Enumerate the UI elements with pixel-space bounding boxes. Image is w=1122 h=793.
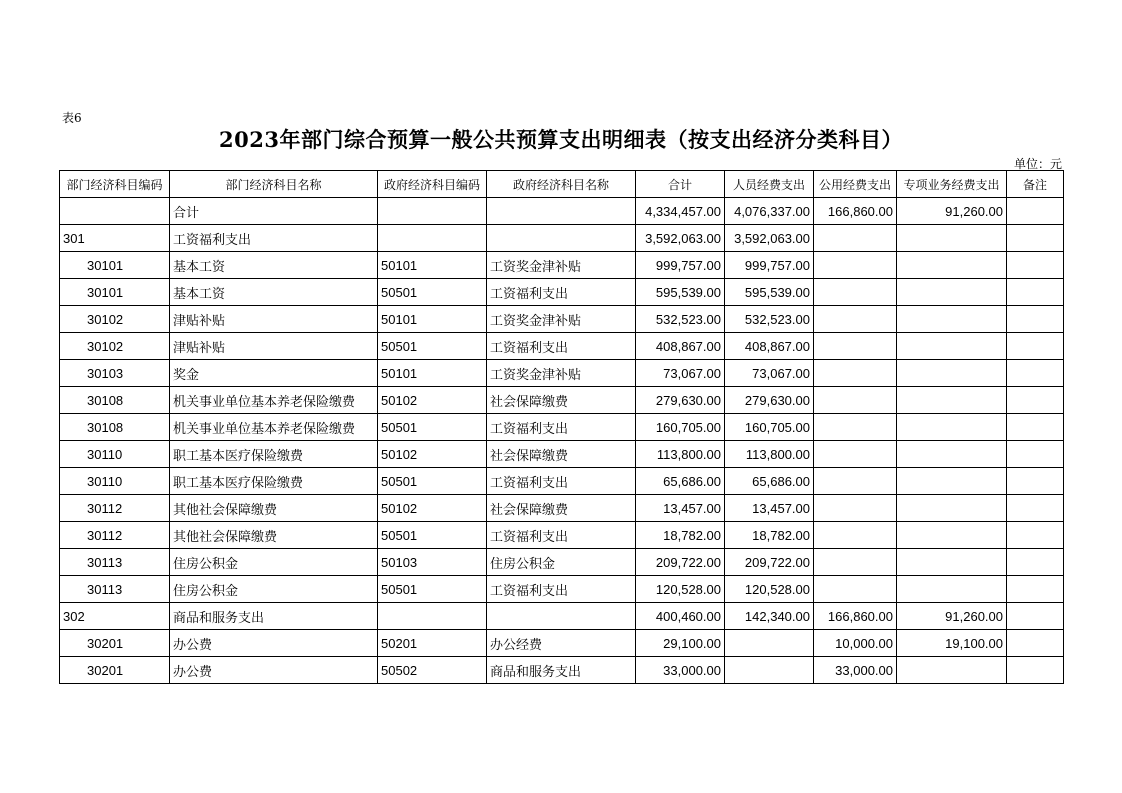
cell-dept-code: 30201 <box>60 630 170 657</box>
table-row <box>60 387 1064 414</box>
cell-special <box>897 333 1007 360</box>
cell-public <box>814 414 897 441</box>
cell-public <box>814 387 897 414</box>
cell-note <box>1007 549 1064 576</box>
cell-personnel <box>725 630 814 657</box>
cell-dept-name: 办公费 <box>170 630 378 657</box>
cell-special <box>897 522 1007 549</box>
table-row <box>60 225 1064 252</box>
cell-gov-name <box>487 198 636 225</box>
cell-note <box>1007 495 1064 522</box>
cell-dept-code: 30110 <box>60 468 170 495</box>
cell-dept-name: 住房公积金 <box>170 576 378 603</box>
cell-gov-name: 工资福利支出 <box>487 279 636 306</box>
cell-public <box>814 252 897 279</box>
cell-personnel: 142,340.00 <box>725 603 814 630</box>
table-row <box>60 576 1064 603</box>
cell-note <box>1007 576 1064 603</box>
unit-label: 单位：元 <box>1013 157 1062 171</box>
cell-gov-code: 50501 <box>378 576 487 603</box>
header-personnel: 人员经费支出 <box>725 171 814 198</box>
cell-gov-code: 50201 <box>378 630 487 657</box>
cell-dept-name: 办公费 <box>170 657 378 684</box>
cell-total: 279,630.00 <box>636 387 725 414</box>
cell-personnel: 532,523.00 <box>725 306 814 333</box>
cell-personnel: 999,757.00 <box>725 252 814 279</box>
cell-personnel: 65,686.00 <box>725 468 814 495</box>
cell-dept-name: 基本工资 <box>170 252 378 279</box>
cell-gov-code: 50501 <box>378 468 487 495</box>
cell-special: 91,260.00 <box>897 198 1007 225</box>
cell-gov-name <box>487 225 636 252</box>
cell-total: 532,523.00 <box>636 306 725 333</box>
cell-special <box>897 549 1007 576</box>
cell-dept-name: 机关事业单位基本养老保险缴费 <box>170 414 378 441</box>
cell-total: 400,460.00 <box>636 603 725 630</box>
cell-dept-name: 商品和服务支出 <box>170 603 378 630</box>
header-public: 公用经费支出 <box>814 171 897 198</box>
cell-public <box>814 306 897 333</box>
cell-note <box>1007 360 1064 387</box>
cell-dept-name: 职工基本医疗保险缴费 <box>170 468 378 495</box>
cell-note <box>1007 198 1064 225</box>
cell-total: 65,686.00 <box>636 468 725 495</box>
cell-dept-code <box>60 198 170 225</box>
cell-note <box>1007 441 1064 468</box>
cell-note <box>1007 306 1064 333</box>
cell-total: 18,782.00 <box>636 522 725 549</box>
cell-dept-code: 302 <box>60 603 170 630</box>
cell-gov-name: 办公经费 <box>487 630 636 657</box>
cell-gov-name: 工资福利支出 <box>487 333 636 360</box>
cell-total: 408,867.00 <box>636 333 725 360</box>
cell-gov-code: 50502 <box>378 657 487 684</box>
header-dept-name: 部门经济科目名称 <box>170 171 378 198</box>
cell-special <box>897 414 1007 441</box>
cell-note <box>1007 657 1064 684</box>
cell-note <box>1007 414 1064 441</box>
cell-dept-name: 基本工资 <box>170 279 378 306</box>
cell-gov-code: 50102 <box>378 441 487 468</box>
cell-gov-code <box>378 198 487 225</box>
cell-note <box>1007 603 1064 630</box>
cell-total: 209,722.00 <box>636 549 725 576</box>
header-special: 专项业务经费支出 <box>897 171 1007 198</box>
table-row <box>60 333 1064 360</box>
cell-gov-code: 50501 <box>378 333 487 360</box>
cell-personnel: 209,722.00 <box>725 549 814 576</box>
cell-dept-name: 津贴补贴 <box>170 333 378 360</box>
cell-gov-name: 工资福利支出 <box>487 522 636 549</box>
cell-special <box>897 279 1007 306</box>
cell-special <box>897 657 1007 684</box>
cell-dept-name: 奖金 <box>170 360 378 387</box>
cell-dept-name: 职工基本医疗保险缴费 <box>170 441 378 468</box>
cell-dept-name: 住房公积金 <box>170 549 378 576</box>
cell-public <box>814 333 897 360</box>
cell-special <box>897 387 1007 414</box>
cell-dept-code: 30112 <box>60 522 170 549</box>
table-row <box>60 549 1064 576</box>
cell-dept-code: 30102 <box>60 333 170 360</box>
cell-dept-name: 工资福利支出 <box>170 225 378 252</box>
cell-gov-name: 商品和服务支出 <box>487 657 636 684</box>
cell-special <box>897 576 1007 603</box>
cell-public <box>814 576 897 603</box>
table-body <box>60 198 1064 684</box>
cell-gov-code: 50103 <box>378 549 487 576</box>
cell-public <box>814 549 897 576</box>
cell-personnel: 3,592,063.00 <box>725 225 814 252</box>
cell-gov-code: 50101 <box>378 360 487 387</box>
cell-personnel: 73,067.00 <box>725 360 814 387</box>
cell-personnel: 160,705.00 <box>725 414 814 441</box>
table-row <box>60 198 1064 225</box>
cell-total: 33,000.00 <box>636 657 725 684</box>
cell-total: 120,528.00 <box>636 576 725 603</box>
table-row <box>60 306 1064 333</box>
cell-dept-code: 30113 <box>60 549 170 576</box>
cell-note <box>1007 522 1064 549</box>
cell-public: 33,000.00 <box>814 657 897 684</box>
cell-dept-name: 其他社会保障缴费 <box>170 522 378 549</box>
cell-public: 10,000.00 <box>814 630 897 657</box>
cell-dept-code: 30108 <box>60 387 170 414</box>
cell-total: 29,100.00 <box>636 630 725 657</box>
cell-gov-name: 住房公积金 <box>487 549 636 576</box>
table-row <box>60 657 1064 684</box>
cell-public <box>814 360 897 387</box>
cell-note <box>1007 333 1064 360</box>
table-header <box>60 171 1064 198</box>
cell-note <box>1007 225 1064 252</box>
cell-note <box>1007 387 1064 414</box>
cell-special <box>897 360 1007 387</box>
cell-note <box>1007 630 1064 657</box>
table-row <box>60 279 1064 306</box>
cell-dept-code: 30102 <box>60 306 170 333</box>
cell-total: 160,705.00 <box>636 414 725 441</box>
cell-dept-code: 30101 <box>60 279 170 306</box>
cell-dept-code: 30101 <box>60 252 170 279</box>
cell-dept-name: 津贴补贴 <box>170 306 378 333</box>
cell-dept-code: 30113 <box>60 576 170 603</box>
cell-dept-code: 301 <box>60 225 170 252</box>
cell-public <box>814 441 897 468</box>
cell-public <box>814 468 897 495</box>
budget-table <box>59 170 1064 684</box>
cell-gov-name: 工资福利支出 <box>487 414 636 441</box>
header-gov-code: 政府经济科目编码 <box>378 171 487 198</box>
cell-dept-name: 合计 <box>170 198 378 225</box>
cell-special: 19,100.00 <box>897 630 1007 657</box>
cell-dept-code: 30112 <box>60 495 170 522</box>
cell-dept-name: 其他社会保障缴费 <box>170 495 378 522</box>
cell-gov-name: 社会保障缴费 <box>487 387 636 414</box>
cell-public <box>814 225 897 252</box>
cell-total: 13,457.00 <box>636 495 725 522</box>
header-total: 合计 <box>636 171 725 198</box>
header-note: 备注 <box>1007 171 1064 198</box>
cell-public: 166,860.00 <box>814 198 897 225</box>
table-row <box>60 468 1064 495</box>
table-row <box>60 603 1064 630</box>
cell-total: 999,757.00 <box>636 252 725 279</box>
cell-gov-name: 社会保障缴费 <box>487 441 636 468</box>
cell-dept-name: 机关事业单位基本养老保险缴费 <box>170 387 378 414</box>
cell-personnel: 279,630.00 <box>725 387 814 414</box>
cell-gov-name: 工资福利支出 <box>487 576 636 603</box>
cell-personnel: 408,867.00 <box>725 333 814 360</box>
cell-personnel: 4,076,337.00 <box>725 198 814 225</box>
header-row <box>60 171 1064 198</box>
cell-gov-name: 工资福利支出 <box>487 468 636 495</box>
cell-special <box>897 468 1007 495</box>
page-title: 2023年部门综合预算一般公共预算支出明细表（按支出经济分类科目） <box>219 127 903 152</box>
cell-personnel: 18,782.00 <box>725 522 814 549</box>
cell-gov-name: 社会保障缴费 <box>487 495 636 522</box>
cell-note <box>1007 252 1064 279</box>
cell-public <box>814 279 897 306</box>
cell-public: 166,860.00 <box>814 603 897 630</box>
cell-gov-name: 工资奖金津补贴 <box>487 306 636 333</box>
cell-special <box>897 225 1007 252</box>
cell-gov-code: 50501 <box>378 279 487 306</box>
cell-gov-name: 工资奖金津补贴 <box>487 360 636 387</box>
table-row <box>60 441 1064 468</box>
cell-special <box>897 252 1007 279</box>
cell-gov-code: 50102 <box>378 387 487 414</box>
table-row <box>60 252 1064 279</box>
cell-gov-code: 50101 <box>378 306 487 333</box>
cell-note <box>1007 468 1064 495</box>
cell-gov-code: 50501 <box>378 522 487 549</box>
cell-total: 3,592,063.00 <box>636 225 725 252</box>
cell-personnel: 13,457.00 <box>725 495 814 522</box>
header-dept-code: 部门经济科目编码 <box>60 171 170 198</box>
cell-gov-code <box>378 603 487 630</box>
table-row <box>60 414 1064 441</box>
table-row <box>60 522 1064 549</box>
cell-special: 91,260.00 <box>897 603 1007 630</box>
cell-gov-code: 50102 <box>378 495 487 522</box>
cell-personnel: 120,528.00 <box>725 576 814 603</box>
cell-gov-code: 50101 <box>378 252 487 279</box>
table-row <box>60 360 1064 387</box>
header-gov-name: 政府经济科目名称 <box>487 171 636 198</box>
cell-gov-code: 50501 <box>378 414 487 441</box>
cell-personnel: 113,800.00 <box>725 441 814 468</box>
cell-dept-code: 30110 <box>60 441 170 468</box>
cell-gov-code <box>378 225 487 252</box>
table-row <box>60 630 1064 657</box>
cell-special <box>897 306 1007 333</box>
cell-total: 113,800.00 <box>636 441 725 468</box>
cell-total: 595,539.00 <box>636 279 725 306</box>
cell-special <box>897 495 1007 522</box>
cell-total: 73,067.00 <box>636 360 725 387</box>
cell-personnel <box>725 657 814 684</box>
cell-note <box>1007 279 1064 306</box>
cell-personnel: 595,539.00 <box>725 279 814 306</box>
table-id: 表6 <box>62 111 82 125</box>
cell-dept-code: 30108 <box>60 414 170 441</box>
cell-special <box>897 441 1007 468</box>
cell-public <box>814 495 897 522</box>
cell-dept-code: 30201 <box>60 657 170 684</box>
cell-gov-name <box>487 603 636 630</box>
cell-dept-code: 30103 <box>60 360 170 387</box>
cell-total: 4,334,457.00 <box>636 198 725 225</box>
cell-gov-name: 工资奖金津补贴 <box>487 252 636 279</box>
table-row <box>60 495 1064 522</box>
cell-public <box>814 522 897 549</box>
